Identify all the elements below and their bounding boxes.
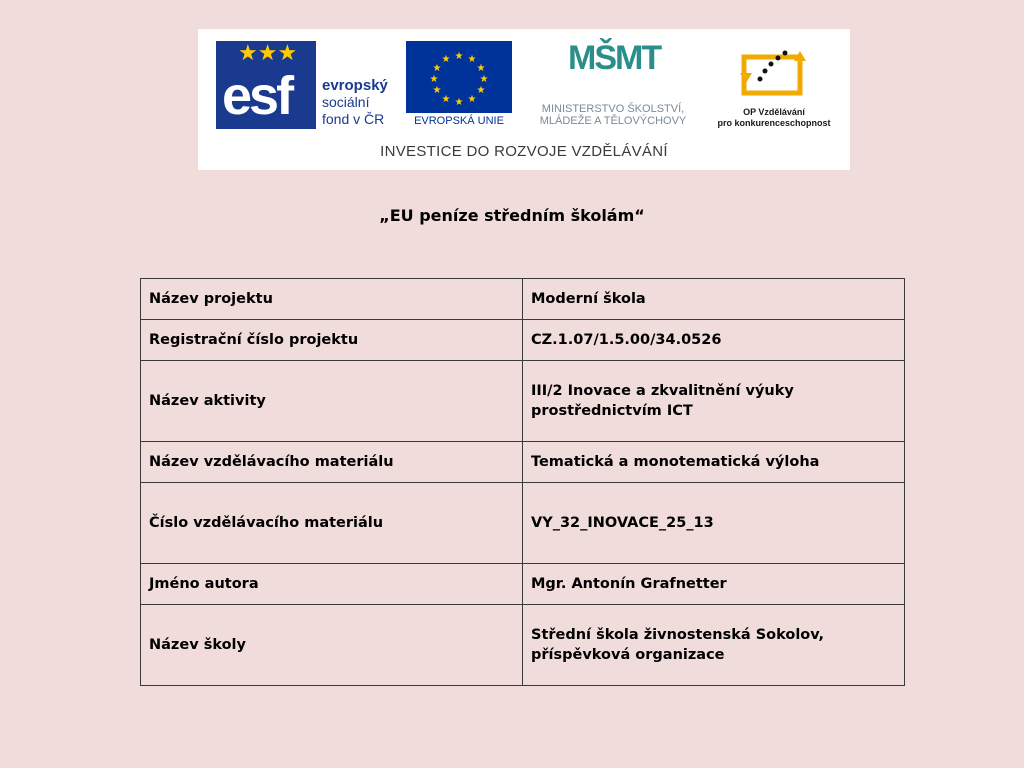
logo-banner <box>198 29 850 170</box>
row-value: Střední škola živnostenská Sokolov, příspěvková organizace <box>523 605 905 686</box>
esf-logo-text: esf <box>222 66 292 126</box>
eu-caption: EVROPSKÁ UNIE <box>414 115 504 127</box>
svg-text:★: ★ <box>467 94 477 105</box>
banner-tagline: INVESTICE DO ROZVOJE VZDĚLÁVÁNÍ <box>380 143 668 160</box>
table-row <box>141 564 905 605</box>
row-value: CZ.1.07/1.5.00/34.0526 <box>523 320 905 361</box>
row-value: Mgr. Antonín Grafnetter <box>523 564 905 605</box>
table-row <box>141 279 905 320</box>
row-value: VY_32_INOVACE_25_13 <box>523 483 905 564</box>
row-value: Moderní škola <box>523 279 905 320</box>
msmt-caption: MINISTERSTVO ŠKOLSTVÍ, MLÁDEŽE A TĚLOVÝCHOVY <box>539 103 687 127</box>
svg-text:★: ★ <box>429 74 439 85</box>
row-label: Registrační číslo projektu <box>141 320 523 361</box>
table-row <box>141 361 905 442</box>
svg-text:★: ★ <box>454 97 464 108</box>
svg-text:★: ★ <box>441 54 451 65</box>
svg-text:★: ★ <box>441 94 451 105</box>
row-value: III/2 Inovace a zkvalitnění výuky prostřednictvím ICT <box>523 361 905 442</box>
table-row <box>141 483 905 564</box>
table-row <box>141 442 905 483</box>
project-info-table <box>140 278 905 686</box>
msmt-logo: MŠMT <box>568 39 661 77</box>
svg-text:★: ★ <box>454 51 464 62</box>
eu-flag-icon <box>406 41 512 113</box>
svg-text:★: ★ <box>467 54 477 65</box>
table-row <box>141 320 905 361</box>
esf-caption: evropský sociální fond v ČR <box>322 77 388 127</box>
row-label: Název projektu <box>141 279 523 320</box>
svg-text:★: ★ <box>432 85 442 96</box>
op-caption: OP Vzdělávání pro konkurenceschopnost <box>717 107 831 128</box>
svg-text:★: ★ <box>476 63 486 74</box>
row-label: Číslo vzdělávacího materiálu <box>141 483 523 564</box>
row-label: Jméno autora <box>141 564 523 605</box>
op-logo-icon <box>738 43 808 103</box>
svg-text:★: ★ <box>476 85 486 96</box>
row-label: Název aktivity <box>141 361 523 442</box>
page-title: „EU peníze středním školám“ <box>379 206 645 225</box>
esf-logo <box>216 41 316 129</box>
row-value: Tematická a monotematická výloha <box>523 442 905 483</box>
row-label: Název vzdělávacího materiálu <box>141 442 523 483</box>
row-label: Název školy <box>141 605 523 686</box>
svg-text:★: ★ <box>479 74 489 85</box>
table-row <box>141 605 905 686</box>
svg-text:★: ★ <box>432 63 442 74</box>
star-icon: ★★★ <box>238 41 298 66</box>
